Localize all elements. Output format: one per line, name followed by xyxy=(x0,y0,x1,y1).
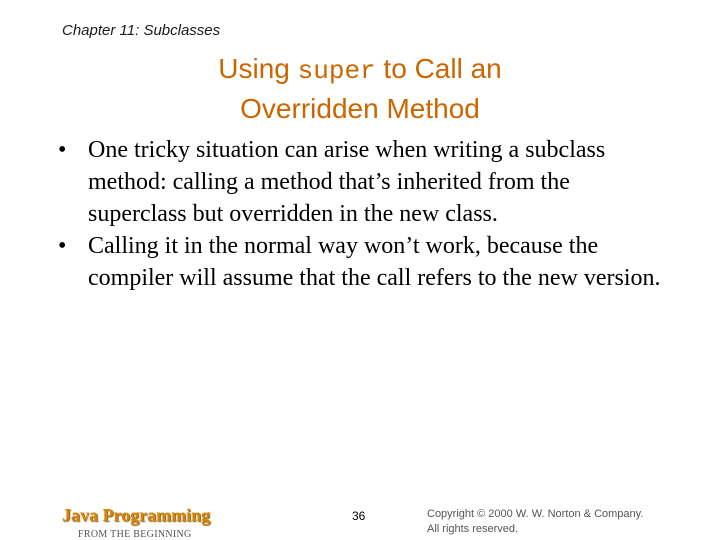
title-text-after: to Call an xyxy=(375,53,502,84)
title-text-before: Using xyxy=(218,53,298,84)
slide-title-line-1 xyxy=(0,50,720,90)
title-code-keyword: super xyxy=(297,56,376,86)
bullet-icon: • xyxy=(58,233,67,259)
bullet-text: One tricky situation can arise when writing a subclass method: calling a method that’s inherited from the superclass but overridden in the new class. xyxy=(88,137,606,227)
copyright-notice xyxy=(427,507,643,537)
page-number: 36 xyxy=(352,509,366,523)
copyright-line-2: All rights reserved. xyxy=(427,523,519,535)
bullet-icon: • xyxy=(58,137,67,163)
book-brand-logo: Java Programming xyxy=(62,505,211,525)
bullet-item xyxy=(56,134,666,230)
book-brand-subtitle: FROM THE BEGINNING xyxy=(78,529,192,540)
bullet-item xyxy=(56,230,666,294)
bullet-text: Calling it in the normal way won’t work, because the compiler will assume that the call refers to the new version. xyxy=(88,233,661,291)
copyright-line-1: Copyright © 2000 W. W. Norton & Company. xyxy=(427,508,644,520)
chapter-heading: Chapter 11: Subclasses xyxy=(62,22,221,39)
slide-title xyxy=(0,50,720,127)
slide-title-line-2: Overridden Method xyxy=(240,93,480,124)
bullet-list xyxy=(56,134,666,294)
